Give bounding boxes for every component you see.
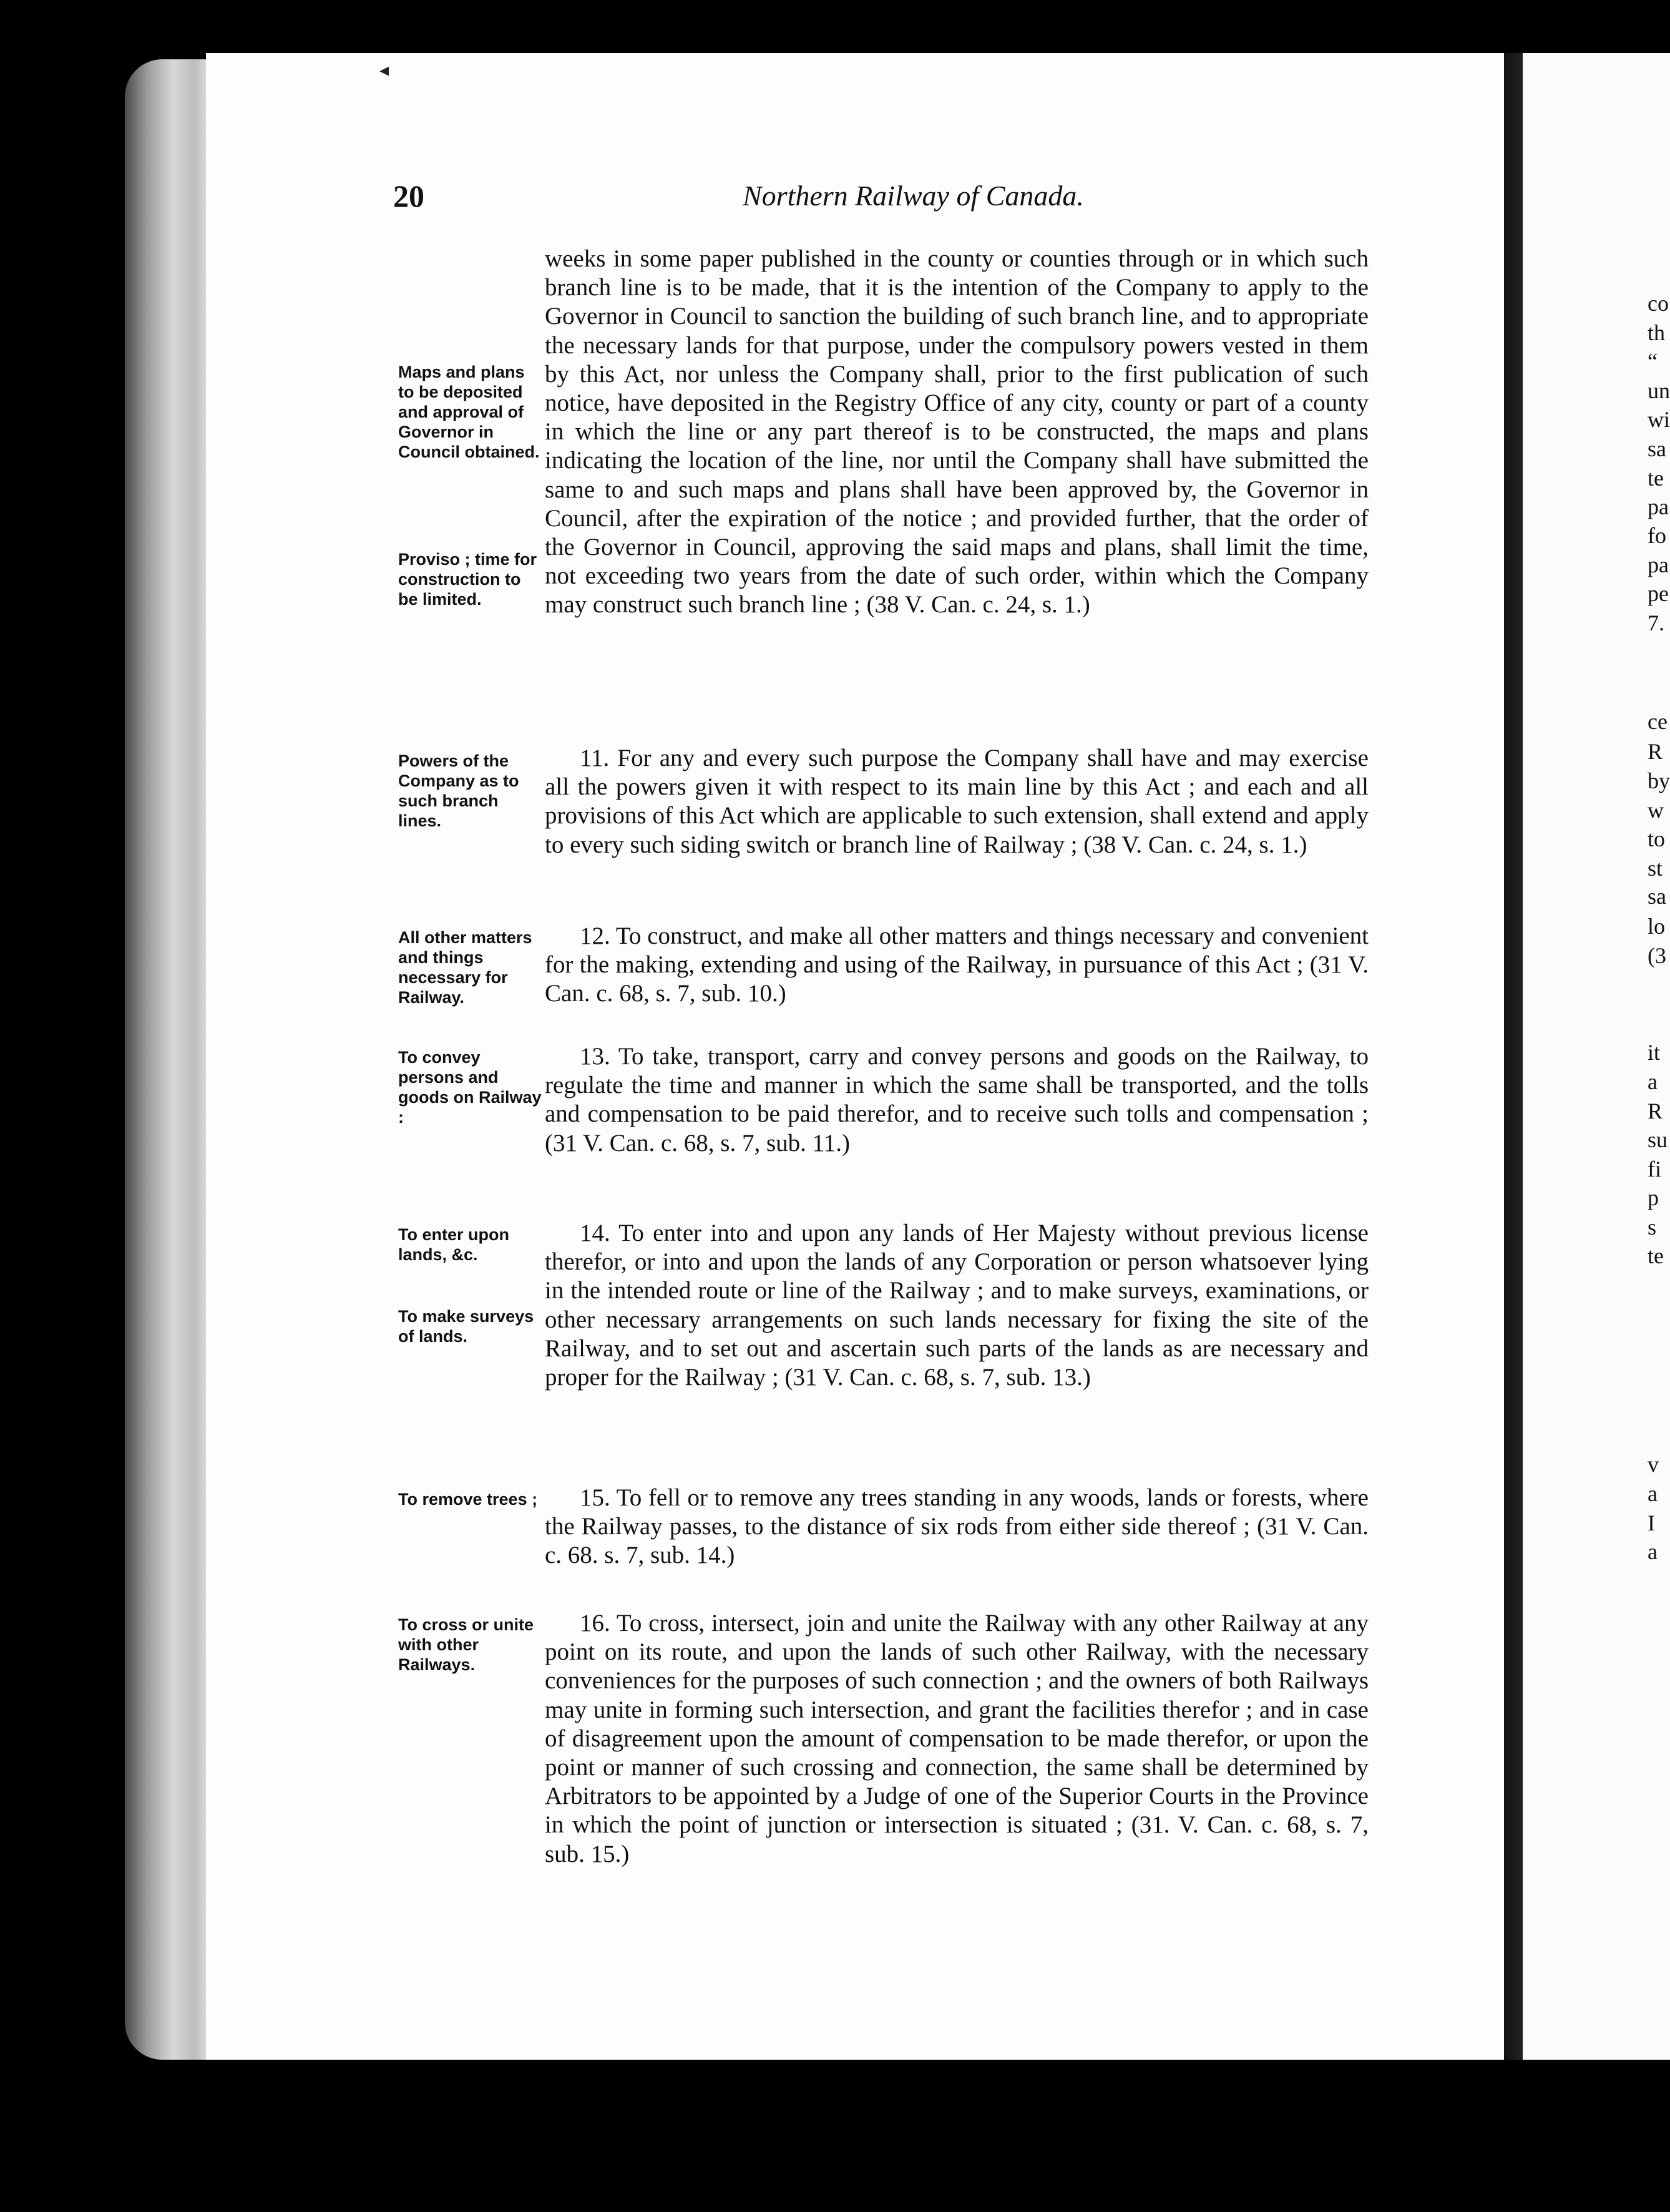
page-number: 20 xyxy=(393,179,424,213)
facing-page-fragment: a xyxy=(1648,1481,1658,1506)
facing-page-fragment: th xyxy=(1648,320,1666,345)
paragraph-text: 11. For any and every such purpose the Company shall have and may exercise all the powers given it with respect to its main line by this Act ; and each and all provisions of this Act which are applicable to such extension, shall extend and apply to every such siding switch or branch line of Railway ; (38 V. Can. c. 24, s. 1.) xyxy=(545,745,1369,858)
facing-page-fragment: pa xyxy=(1648,494,1669,519)
side-note: To enter upon lands, &c. xyxy=(398,1225,509,1264)
facing-page-fragment: sa xyxy=(1648,436,1666,461)
side-note: Powers of the Company as to such branch lines. xyxy=(398,751,519,830)
paragraph-11 xyxy=(545,744,1369,859)
paragraph-15 xyxy=(545,1484,1369,1570)
facing-page-fragment: fo xyxy=(1648,523,1666,548)
side-note: To remove trees ; xyxy=(398,1490,538,1509)
facing-page-fragment: sa xyxy=(1648,884,1666,909)
facing-page-fragment: I xyxy=(1648,1510,1655,1535)
paragraph-text: 12. To construct, and make all other matters and things necessary and convenient for the making, extending and using of the Railway, in pursuance of this Act ; (31 V. Can. c. 68, s. 7, sub. 10.) xyxy=(545,922,1369,1007)
side-note: To cross or unite with other Railways. xyxy=(398,1615,534,1674)
facing-page-fragment: p xyxy=(1648,1185,1659,1210)
facing-page-fragment: (3 xyxy=(1648,943,1666,968)
facing-page-fragment: lo xyxy=(1648,914,1666,939)
running-title: Northern Railway of Canada. xyxy=(743,180,1084,212)
paragraph-text: weeks in some paper published in the county or counties through or in which such branch line is to be made, that it is the intention of the Company to apply to the Governor in Council to sanction the building of such branch line, and to appropriate the necessary lands for that purpose, under the compulsory powers vested in them by this Act, nor unless the Company shall, prior to the first publication of such notice, have deposited in the Registry Office of any city, county or part of a county in which the line or any part thereof is to be constructed, the maps and plans indicating the location of the line, nor until the Company shall have submitted the same to and such maps and plans shall have been approved by, the Governor in Council, after the expiration of the notice ; and provided further, that the order of the Governor in Council, approving the said maps and plans, shall limit the time, not exceeding two years from the date of such order, within which the Company may construct such branch line ; (38 V. Can. c. 24, s. 1.) xyxy=(545,245,1369,619)
facing-page-fragment: wi xyxy=(1648,407,1670,432)
facing-page-fragment: by xyxy=(1648,768,1670,793)
page-edge xyxy=(125,59,212,2060)
paragraph-continuation xyxy=(545,245,1369,620)
paragraph-13 xyxy=(545,1042,1369,1158)
facing-page-fragment: te xyxy=(1648,466,1664,491)
facing-page-fragment: R xyxy=(1648,1099,1663,1123)
facing-page-fragment: R xyxy=(1648,739,1663,764)
facing-page-fragment: su xyxy=(1648,1127,1668,1152)
facing-page-fragment: to xyxy=(1648,826,1666,851)
paragraph-text: 16. To cross, intersect, join and unite the Railway with any other Railway at any point on its route, and upon the lands of such other Railway, with the necessary conveniences for the purposes of such connection ; and the owners of both Railways may unite in forming such intersection, and grant the facilities therefor ; and in case of disagreement upon the amount of compensation to be made therefor, or upon the point or manner of such crossing and connection, the same shall be determined by Arbitrators to be appointed by a Judge of one of the Superior Courts in the Province in which the point of junction or intersection is situated ; (31. V. Can. c. 68, s. 7, sub. 15.) xyxy=(545,1610,1369,1867)
side-note: All other matters and things necessary for Railway. xyxy=(398,928,532,1007)
page-header xyxy=(393,178,1364,222)
facing-page-fragment: it xyxy=(1648,1040,1661,1065)
facing-page-fragment: un xyxy=(1648,378,1670,403)
side-note: To convey persons and goods on Railway : xyxy=(398,1048,542,1127)
paragraph-text: 15. To fell or to remove any trees standing in any woods, lands or forests, where the Railway passes, to the distance of six rods from either side thereof ; (31 V. Can. c. 68. s. 7, sub. 14.) xyxy=(545,1484,1369,1569)
facing-page-fragment: te xyxy=(1648,1243,1664,1268)
side-note: Proviso ; time for construction to be limited. xyxy=(398,550,537,609)
facing-page-fragment: ce xyxy=(1648,709,1668,734)
facing-page-fragment: a xyxy=(1648,1069,1658,1094)
facing-page-fragment: co xyxy=(1648,291,1669,316)
scan-speck: ◂ xyxy=(379,60,389,81)
book-gutter xyxy=(1504,53,1523,2060)
facing-page-fragment: pe xyxy=(1648,581,1669,606)
facing-page-fragment: “ xyxy=(1648,349,1658,374)
paragraph-12 xyxy=(545,922,1369,1009)
paragraph-14 xyxy=(545,1219,1369,1392)
facing-page-fragment: v xyxy=(1648,1452,1659,1477)
facing-page-fragment: fi xyxy=(1648,1157,1661,1182)
side-note: To make surveys of lands. xyxy=(398,1307,534,1346)
paragraph-text: 13. To take, transport, carry and convey persons and goods on the Railway, to regulate the time and manner in which the same shall be transported, and the tolls and compensation to be paid therefor, and to receive such tolls and compensation ; (31 V. Can. c. 68, s. 7, sub. 11.) xyxy=(545,1043,1369,1157)
facing-page-fragment: w xyxy=(1648,798,1664,823)
paragraph-text: 14. To enter into and upon any lands of Her Majesty without previous license therefor, or into and upon the lands of any Corporation or person whatsoever lying in the intended route or line of the Railway ; and to make surveys, examinations, or other necessary arrangements on such lands necessary for fixing the site of the Railway, and to set out and ascertain such parts of the lands as are necessary and proper for the Railway ; (31 V. Can. c. 68, s. 7, sub. 13.) xyxy=(545,1220,1369,1391)
side-note: Maps and plans to be deposited and approval of Governor in Council obtained. xyxy=(398,363,540,461)
facing-page-fragment: st xyxy=(1648,856,1663,881)
paragraph-16 xyxy=(545,1609,1369,1869)
facing-page-fragment: s xyxy=(1648,1215,1657,1240)
facing-page-fragment: 7. xyxy=(1648,610,1664,635)
facing-page-edge xyxy=(1523,53,1670,2060)
facing-page-fragment: pa xyxy=(1648,552,1669,577)
facing-page-fragment: a xyxy=(1648,1539,1658,1564)
